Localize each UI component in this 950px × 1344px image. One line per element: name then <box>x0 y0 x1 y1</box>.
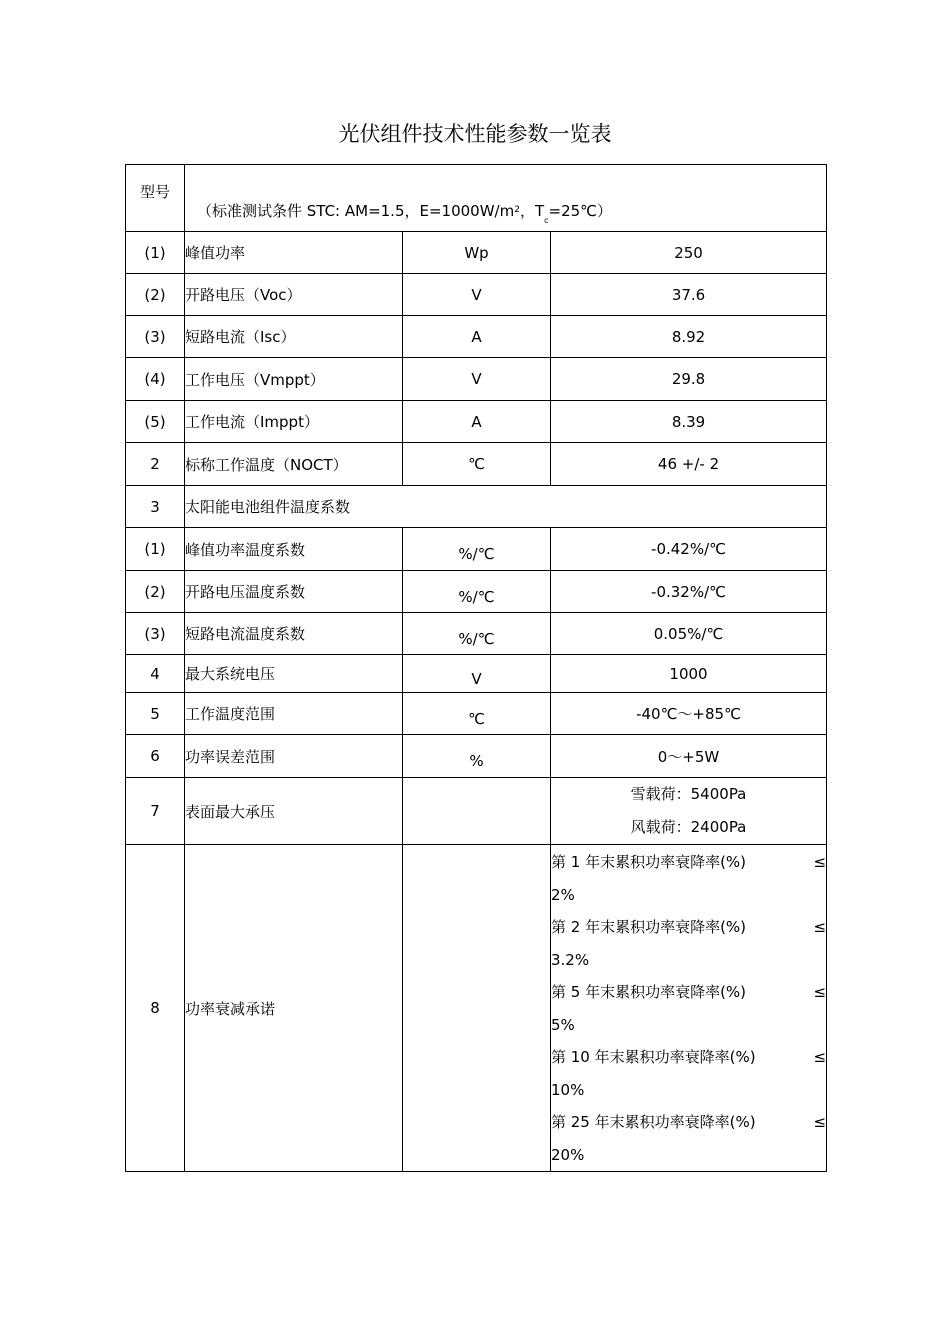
decay-item: 第 10 年末累积功率衰降率(%) ≤ <box>551 1047 827 1066</box>
table-row <box>126 358 827 401</box>
page-title: 光伏组件技术性能参数一览表 <box>338 122 612 146</box>
table-row <box>126 232 827 274</box>
param-value: 0.05%/℃ <box>551 613 827 655</box>
param-unit <box>403 778 551 845</box>
table-row <box>126 845 827 1172</box>
row-index: (3) <box>126 613 185 655</box>
param-name: 工作电流（Imppt） <box>185 401 403 443</box>
model-label-cell <box>126 165 185 232</box>
param-name: 开路电压温度系数 <box>185 571 403 613</box>
param-value: -0.32%/℃ <box>551 571 827 613</box>
param-unit <box>403 845 551 1172</box>
table-row <box>126 735 827 778</box>
param-unit: % <box>403 735 551 778</box>
model-label: 型号 <box>139 182 170 201</box>
row-index: (1) <box>126 232 185 274</box>
param-value: 37.6 <box>551 274 827 316</box>
row-index: 7 <box>126 778 185 845</box>
param-name: 功率衰减承诺 <box>185 845 403 1172</box>
row-index: 4 <box>126 655 185 693</box>
param-value: 46 +/- 2 <box>551 443 827 486</box>
row-index: (3) <box>126 316 185 358</box>
decay-item: 第 1 年末累积功率衰降率(%) ≤ <box>551 852 827 871</box>
decay-percent: 3.2% <box>551 950 590 969</box>
row-index: (1) <box>126 528 185 571</box>
param-unit: V <box>403 655 551 693</box>
row-index: 6 <box>126 735 185 778</box>
param-value: -40℃～+85℃ <box>551 693 827 735</box>
decay-item: 第 5 年末累积功率衰降率(%) ≤ <box>551 982 827 1001</box>
param-name: 峰值功率温度系数 <box>185 528 403 571</box>
header-row <box>126 165 827 232</box>
param-unit: Wp <box>403 232 551 274</box>
table-row <box>126 316 827 358</box>
param-value: 250 <box>551 232 827 274</box>
row-index: 2 <box>126 443 185 486</box>
section-title: 太阳能电池组件温度系数 <box>185 486 827 528</box>
param-name: 工作电压（Vmppt） <box>185 358 403 401</box>
param-name: 峰值功率 <box>185 232 403 274</box>
param-value: 1000 <box>551 655 827 693</box>
spec-table <box>125 164 827 1172</box>
decay-percent: 10% <box>551 1080 585 1099</box>
row-index: 3 <box>126 486 185 528</box>
table-row <box>126 528 827 571</box>
table-row <box>126 571 827 613</box>
table-row <box>126 655 827 693</box>
param-name: 开路电压（Voc） <box>185 274 403 316</box>
param-value: 8.39 <box>551 401 827 443</box>
param-value: 0～+5W <box>551 735 827 778</box>
load-values-cell <box>551 778 827 845</box>
param-unit: A <box>403 316 551 358</box>
row-index: 5 <box>126 693 185 735</box>
param-value: -0.42%/℃ <box>551 528 827 571</box>
param-name: 最大系统电压 <box>185 655 403 693</box>
param-name: 短路电流温度系数 <box>185 613 403 655</box>
decay-item: 第 2 年末累积功率衰降率(%) ≤ <box>551 917 827 936</box>
row-index: (5) <box>126 401 185 443</box>
table-row <box>126 443 827 486</box>
param-name: 功率误差范围 <box>185 735 403 778</box>
param-unit: A <box>403 401 551 443</box>
decay-percent: 20% <box>551 1145 585 1164</box>
param-unit: V <box>403 274 551 316</box>
param-name: 短路电流（Isc） <box>185 316 403 358</box>
param-unit: ℃ <box>403 443 551 486</box>
param-unit: V <box>403 358 551 401</box>
decay-percent: 5% <box>551 1015 575 1034</box>
param-value: 29.8 <box>551 358 827 401</box>
row-index: (4) <box>126 358 185 401</box>
param-unit: %/℃ <box>403 613 551 655</box>
table-row <box>126 778 827 845</box>
section-row <box>126 486 827 528</box>
snow-load: 雪载荷：5400Pa <box>630 785 747 803</box>
row-index: (2) <box>126 571 185 613</box>
decay-percent: 2% <box>551 885 575 904</box>
row-index: 8 <box>126 845 185 1172</box>
stc-condition: （标准测试条件 STC: AM=1.5，$E=1000W/m^2$，$T_c=25℃$） <box>197 201 613 225</box>
decay-item: 第 25 年末累积功率衰降率(%) ≤ <box>551 1112 827 1131</box>
row-index: (2) <box>126 274 185 316</box>
param-unit: %/℃ <box>403 528 551 571</box>
table-row <box>126 274 827 316</box>
param-value: 8.92 <box>551 316 827 358</box>
param-unit: ℃ <box>403 693 551 735</box>
table-row <box>126 613 827 655</box>
param-unit: %/℃ <box>403 571 551 613</box>
param-name: 标称工作温度（NOCT） <box>185 443 403 486</box>
decay-cell <box>551 845 827 1172</box>
stc-cell <box>185 165 827 232</box>
wind-load: 风载荷：2400Pa <box>630 818 747 836</box>
param-name: 表面最大承压 <box>185 778 403 845</box>
table-row <box>126 401 827 443</box>
param-name: 工作温度范围 <box>185 693 403 735</box>
table-row <box>126 693 827 735</box>
